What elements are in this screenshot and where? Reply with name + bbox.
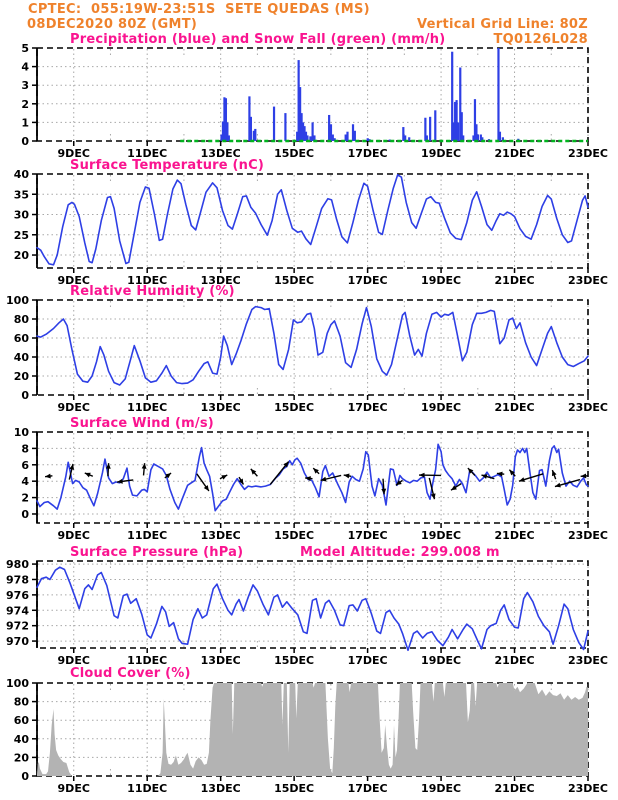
svg-text:8: 8 [21, 442, 29, 456]
svg-text:0: 0 [21, 507, 29, 521]
svg-text:9DEC: 9DEC [57, 529, 90, 542]
svg-text:0: 0 [21, 135, 29, 148]
svg-text:17DEC: 17DEC [347, 654, 388, 667]
svg-text:15DEC: 15DEC [274, 654, 315, 667]
svg-text:13DEC: 13DEC [200, 782, 241, 795]
panel-title-temperature: Surface Temperature (nC) [70, 158, 265, 173]
svg-text:9DEC: 9DEC [57, 147, 90, 160]
svg-text:15DEC: 15DEC [274, 401, 315, 414]
svg-text:13DEC: 13DEC [200, 274, 241, 287]
svg-text:21DEC: 21DEC [494, 654, 535, 667]
svg-text:3: 3 [21, 79, 29, 93]
svg-text:15DEC: 15DEC [274, 782, 315, 795]
panel-title-cloud-cover: Cloud Cover (%) [70, 666, 191, 681]
svg-text:1: 1 [21, 116, 29, 130]
svg-text:30: 30 [13, 208, 29, 222]
svg-text:17DEC: 17DEC [347, 147, 388, 160]
svg-text:15DEC: 15DEC [274, 529, 315, 542]
svg-text:0: 0 [21, 770, 29, 783]
svg-text:40: 40 [13, 732, 29, 746]
svg-text:23DEC: 23DEC [567, 274, 609, 287]
svg-text:11DEC: 11DEC [127, 401, 168, 414]
svg-text:19DEC: 19DEC [421, 147, 462, 160]
svg-text:976: 976 [6, 588, 29, 602]
panel-subtitle-model-altitude: Model Altitude: 299.008 m [300, 545, 500, 560]
svg-text:11DEC: 11DEC [127, 782, 168, 795]
header-run-datetime: 08DEC2020 80Z (GMT) [27, 17, 198, 32]
svg-text:17DEC: 17DEC [347, 401, 388, 414]
svg-text:978: 978 [6, 573, 29, 587]
svg-text:9DEC: 9DEC [57, 401, 90, 414]
panel-title-humidity: Relative Humidity (%) [70, 284, 235, 299]
svg-text:9DEC: 9DEC [57, 654, 90, 667]
svg-text:11DEC: 11DEC [127, 529, 168, 542]
svg-text:19DEC: 19DEC [421, 274, 462, 287]
svg-text:4: 4 [21, 475, 29, 489]
svg-text:23DEC: 23DEC [567, 782, 609, 795]
svg-text:80: 80 [13, 695, 29, 709]
svg-text:20: 20 [13, 249, 29, 263]
svg-text:100: 100 [6, 294, 29, 307]
svg-text:40: 40 [13, 168, 29, 181]
svg-text:21DEC: 21DEC [494, 782, 535, 795]
svg-text:20: 20 [13, 751, 29, 765]
svg-text:15DEC: 15DEC [274, 274, 315, 287]
svg-text:972: 972 [6, 619, 29, 633]
svg-text:970: 970 [6, 635, 29, 649]
svg-text:80: 80 [13, 313, 29, 326]
svg-text:21DEC: 21DEC [494, 147, 535, 160]
svg-text:17DEC: 17DEC [347, 782, 388, 795]
panel-wind-plot [14, 426, 608, 542]
svg-text:19DEC: 19DEC [421, 401, 462, 414]
svg-text:23DEC: 23DEC [567, 529, 609, 542]
svg-text:100: 100 [6, 677, 29, 690]
svg-text:974: 974 [6, 604, 29, 618]
header-grid-line-note: Vertical Grid Line: 80Z [416, 17, 588, 32]
svg-text:6: 6 [21, 458, 29, 472]
panel-pressure-plot [6, 558, 608, 667]
panel-title-wind: Surface Wind (m/s) [70, 416, 214, 431]
svg-text:35: 35 [13, 188, 29, 202]
panel-title-pressure: Surface Pressure (hPa) [70, 545, 244, 560]
svg-text:23DEC: 23DEC [567, 147, 609, 160]
svg-text:2: 2 [21, 97, 29, 111]
svg-text:23DEC: 23DEC [567, 654, 609, 667]
panel-cloud-plot [6, 677, 608, 795]
svg-text:20: 20 [13, 370, 29, 383]
svg-text:13DEC: 13DEC [200, 654, 241, 667]
svg-text:2: 2 [21, 491, 29, 505]
svg-text:13DEC: 13DEC [200, 147, 241, 160]
svg-text:11DEC: 11DEC [127, 274, 168, 287]
svg-text:11DEC: 11DEC [127, 654, 168, 667]
svg-text:0: 0 [21, 389, 29, 402]
svg-text:21DEC: 21DEC [494, 529, 535, 542]
wind-direction-arrows [45, 462, 588, 500]
svg-text:60: 60 [13, 332, 29, 345]
svg-text:9DEC: 9DEC [57, 274, 90, 287]
svg-text:23DEC: 23DEC [567, 401, 609, 414]
panel-humidity-plot [6, 294, 608, 414]
svg-text:13DEC: 13DEC [200, 401, 241, 414]
svg-text:4: 4 [21, 60, 29, 74]
svg-text:5: 5 [21, 42, 29, 55]
svg-text:25: 25 [13, 228, 29, 242]
svg-text:10: 10 [13, 426, 29, 439]
header-product-code: TQ0126L028 [493, 32, 588, 47]
svg-text:21DEC: 21DEC [494, 401, 535, 414]
svg-text:21DEC: 21DEC [494, 274, 535, 287]
svg-text:60: 60 [13, 714, 29, 728]
svg-text:980: 980 [6, 558, 29, 572]
svg-text:11DEC: 11DEC [127, 147, 168, 160]
panel-temperature-plot [14, 168, 608, 287]
svg-text:40: 40 [13, 351, 29, 364]
svg-text:9DEC: 9DEC [57, 782, 90, 795]
svg-text:19DEC: 19DEC [421, 529, 462, 542]
svg-text:15DEC: 15DEC [274, 147, 315, 160]
svg-text:19DEC: 19DEC [421, 782, 462, 795]
svg-text:13DEC: 13DEC [200, 529, 241, 542]
svg-text:17DEC: 17DEC [347, 274, 388, 287]
panel-title-precipitation: Precipitation (blue) and Snow Fall (green) (mm/h) [70, 32, 446, 47]
svg-text:17DEC: 17DEC [347, 529, 388, 542]
header-station-line: CPTEC: 055:19W-23:51S SETE QUEDAS (MS) [28, 2, 370, 17]
svg-text:19DEC: 19DEC [421, 654, 462, 667]
panel-precipitation-plot [21, 42, 608, 160]
